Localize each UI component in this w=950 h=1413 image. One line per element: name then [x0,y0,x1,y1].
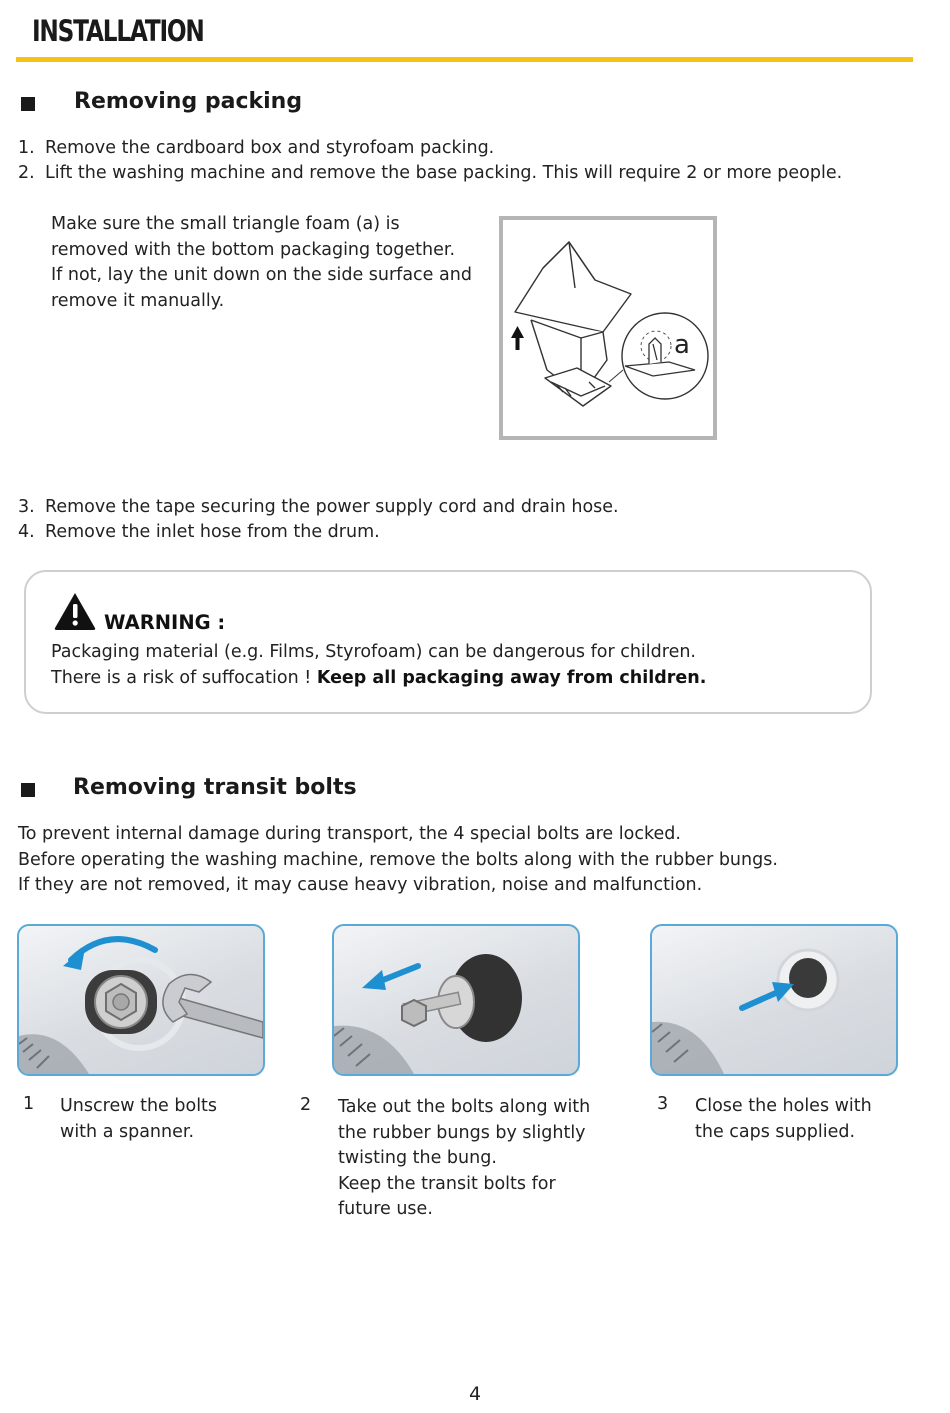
step-photo-cap-holes [650,924,898,1076]
step-photo-unscrew [17,924,265,1076]
warning-line: Packaging material (e.g. Films, Styrofoam) can be dangerous for children. [51,642,696,662]
step-caption-line: twisting the bung. [338,1148,497,1168]
list-item-text: Remove the tape securing the power supply cord and drain hose. [45,497,619,517]
step-caption-line: Close the holes with [695,1096,872,1116]
warning-text: There is a risk of suffocation ! [51,668,317,688]
list-item-number: 1. [18,138,35,158]
warning-triangle-icon [53,591,97,631]
packing-illustration [499,216,717,440]
page-header-title: INSTALLATION [32,14,204,48]
list-item [18,520,380,545]
cap-arrow-icon [742,992,778,1008]
note-line: Make sure the small triangle foam (a) is [51,214,400,234]
step-caption-line: the caps supplied. [695,1121,856,1142]
intro-line: To prevent internal damage during transport, the 4 special bolts are locked. [18,824,681,844]
list-item [18,161,842,186]
list-item [18,136,494,161]
step-caption [695,1094,872,1145]
section-title-removing-transit-bolts: Removing transit bolts [73,775,357,800]
list-item-text: Lift the washing machine and remove the base packing. This will require 2 or more people. [45,163,843,183]
step-caption-line: Keep the transit bolts for [338,1173,556,1194]
warning-emphasis: Keep all packaging away from children. [316,668,707,688]
step-number: 1 [23,1094,35,1114]
section-title-removing-packing: Removing packing [74,89,303,114]
warning-line [51,666,706,691]
step-caption [338,1095,590,1223]
note-line: remove it manually. [51,290,225,311]
section-bullet-icon [21,97,35,111]
packing-note [51,212,491,314]
step-caption-line: future use. [338,1199,433,1219]
note-line: If not, lay the unit down on the side surface and [51,265,472,285]
intro-line: Before operating the washing machine, remove the bolts along with the rubber bungs. [18,850,778,870]
list-item-number: 2. [18,163,35,183]
step-caption-line: Take out the bolts along with [338,1097,591,1117]
lift-arrow-icon [511,326,524,350]
foam-label-a: a [674,330,690,360]
header-rule [16,57,913,62]
page-number: 4 [468,1383,482,1405]
list-item-number: 4. [18,522,35,542]
list-item-text: Remove the cardboard box and styrofoam packing. [45,138,495,158]
step-number: 2 [300,1095,312,1115]
step-caption [60,1094,217,1145]
step-number: 3 [657,1094,669,1114]
section-bullet-icon [21,783,35,797]
step-photo-remove-bolt [332,924,580,1076]
pull-arrow-icon [378,966,418,982]
washing-machine-lift-illustration [503,220,713,436]
list-item-text: Remove the inlet hose from the drum. [45,522,380,542]
warning-title: WARNING : [104,611,226,634]
step-caption-line: with a spanner. [60,1121,195,1142]
note-line: removed with the bottom packaging together. [51,239,456,260]
intro-line: If they are not removed, it may cause heavy vibration, noise and malfunction. [18,875,703,895]
list-item-number: 3. [18,497,35,517]
list-item [18,495,619,520]
step-caption-line: Unscrew the bolts [60,1096,218,1116]
step-caption-line: the rubber bungs by slightly [338,1122,586,1143]
